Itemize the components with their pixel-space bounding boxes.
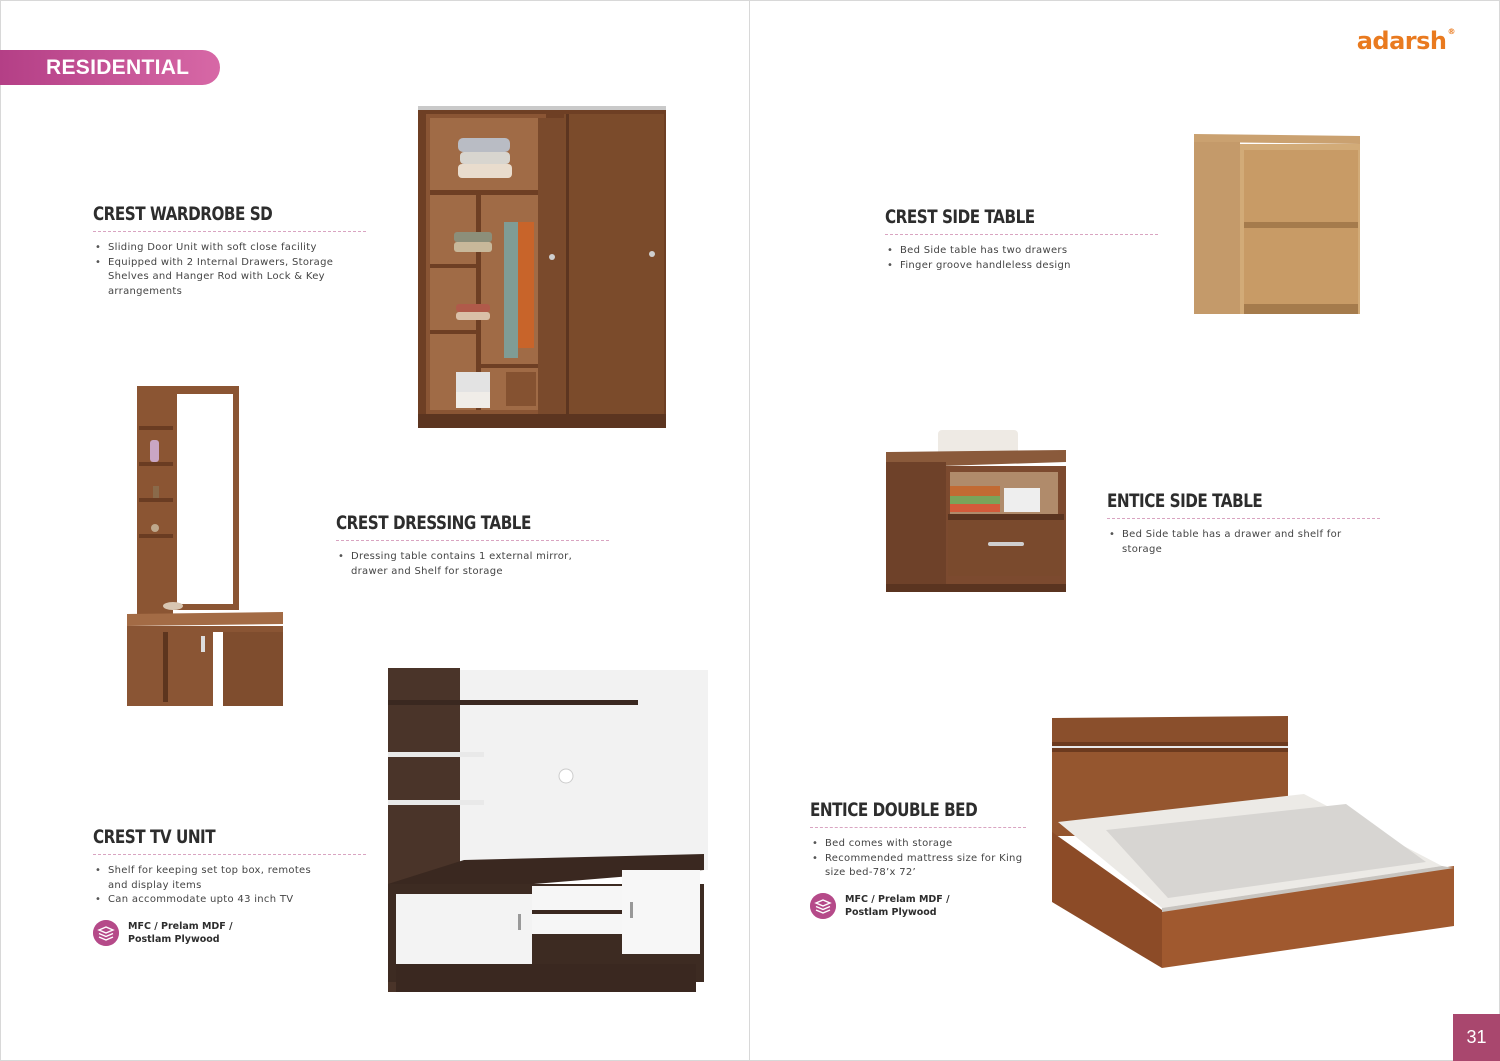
brand-logo <box>1357 27 1455 55</box>
product-title: CREST WARDROBE SD <box>93 203 273 225</box>
feature-item: • Bed Side table has a drawer and shelf for storage <box>1107 528 1380 557</box>
page-number: 31 <box>1453 1014 1500 1061</box>
feature-list <box>93 864 366 908</box>
feature-list <box>1107 528 1380 557</box>
title-divider <box>810 827 1026 828</box>
material-line: MFC / Prelam MDF / <box>128 920 233 932</box>
feature-item: • Sliding Door Unit with soft close facility <box>93 241 366 256</box>
product-crest-wardrobe <box>93 203 366 299</box>
feature-item: • Shelf for keeping set top box, remotes and display items <box>93 864 333 893</box>
layers-icon <box>810 893 836 919</box>
wardrobe-image <box>416 102 668 432</box>
double-bed-image <box>1046 712 1460 974</box>
entice-side-table-image <box>880 424 1070 600</box>
dressing-table-image <box>123 380 288 710</box>
feature-list <box>336 550 609 579</box>
title-divider <box>93 854 366 855</box>
product-crest-side-table <box>885 206 1158 273</box>
product-title: CREST DRESSING TABLE <box>336 512 531 534</box>
material-info <box>810 893 1026 920</box>
product-entice-side-table <box>1107 490 1380 557</box>
material-line: Postlam Plywood <box>845 907 937 919</box>
title-divider <box>885 234 1158 235</box>
registered-mark: ® <box>1447 27 1455 36</box>
material-line: Postlam Plywood <box>128 934 220 946</box>
product-title: ENTICE SIDE TABLE <box>1107 490 1263 512</box>
brand-logo-text: adarsh <box>1356 27 1447 55</box>
feature-list <box>885 244 1158 273</box>
feature-list <box>810 837 1026 881</box>
feature-item: • Bed comes with storage <box>810 837 1026 852</box>
title-divider <box>1107 518 1380 519</box>
feature-item: • Dressing table contains 1 external mirror, drawer and Shelf for storage <box>336 550 579 579</box>
layers-icon <box>93 920 119 946</box>
product-title: ENTICE DOUBLE BED <box>810 799 978 821</box>
feature-item: • Finger groove handleless design <box>885 259 1158 274</box>
title-divider <box>336 540 609 541</box>
product-title: CREST SIDE TABLE <box>885 206 1035 228</box>
feature-item: • Bed Side table has two drawers <box>885 244 1158 259</box>
material-text <box>128 920 233 947</box>
product-crest-tv-unit <box>93 826 366 947</box>
section-tag: RESIDENTIAL <box>0 50 220 85</box>
feature-item: • Equipped with 2 Internal Drawers, Storage Shelves and Hanger Rod with Lock & Key arrangements <box>93 256 348 300</box>
product-title: CREST TV UNIT <box>93 826 216 848</box>
product-crest-dressing-table <box>336 512 609 579</box>
feature-item: • Can accommodate upto 43 inch TV <box>93 893 366 908</box>
product-entice-double-bed <box>810 799 1026 920</box>
feature-list <box>93 241 366 299</box>
tv-unit-image <box>384 664 710 998</box>
material-line: MFC / Prelam MDF / <box>845 893 950 905</box>
crest-side-table-image <box>1188 128 1364 320</box>
feature-item: • Recommended mattress size for King size bed-78’x 72’ <box>810 852 1030 881</box>
material-text <box>845 893 950 920</box>
title-divider <box>93 231 366 232</box>
material-info <box>93 920 366 947</box>
